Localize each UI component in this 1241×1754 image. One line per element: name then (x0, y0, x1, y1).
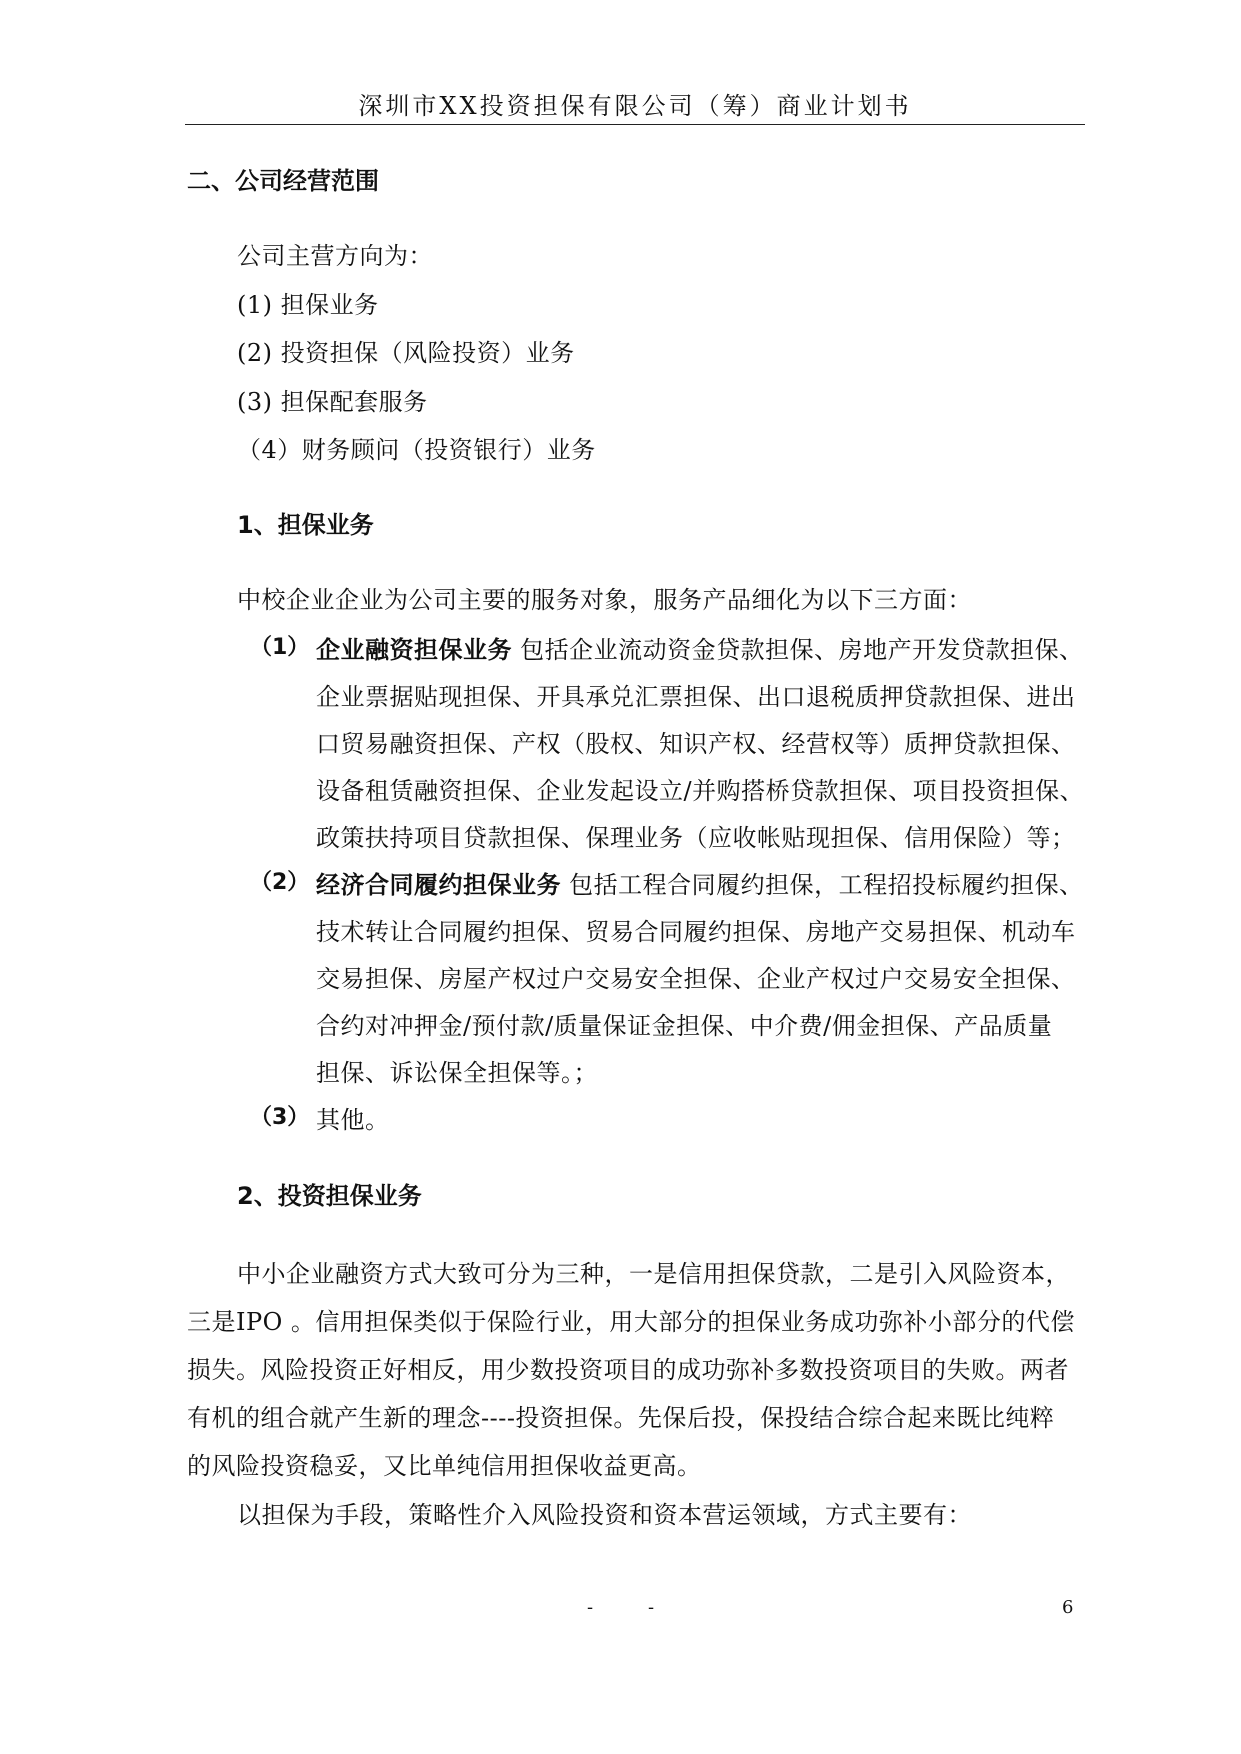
list-item-line: 其他。 (316, 1106, 390, 1134)
list-item-line: 交易担保、房屋产权过户交易安全担保、企业产权过户交易安全担保、 (316, 965, 1076, 993)
scope-item: (1) 担保业务 (237, 291, 379, 319)
paragraph-line: 三是IPO 。信用担保类似于保险行业，用大部分的担保业务成功弥补小部分的代偿 (187, 1308, 1075, 1336)
list-item-line: 政策扶持项目贷款担保、保理业务（应收帐贴现担保、信用保险）等； (316, 824, 1076, 852)
scope-item: （4）财务顾问（投资银行）业务 (237, 436, 596, 464)
list-item-line: 企业票据贴现担保、开具承兑汇票担保、出口退税质押贷款担保、进出 (316, 683, 1076, 711)
list-item-number: （3） (250, 1105, 310, 1130)
footer-dash: - (648, 1597, 655, 1618)
paragraph: 中校企业企业为公司主要的服务对象，服务产品细化为以下三方面： (237, 586, 972, 614)
paragraph: 以担保为手段，策略性介入风险投资和资本营运领域，方式主要有： (237, 1501, 972, 1529)
subsection-heading: 1、担保业务 (237, 511, 374, 539)
header-divider (185, 124, 1085, 125)
section-heading: 二、公司经营范围 (187, 167, 379, 195)
list-item-line: 口贸易融资担保、产权（股权、知识产权、经营权等）质押贷款担保、 (316, 730, 1076, 758)
list-item-line (316, 630, 1084, 665)
list-item-text: 包括企业流动资金贷款担保、房地产开发贷款担保、 (520, 636, 1084, 664)
scope-intro: 公司主营方向为： (237, 242, 433, 270)
paragraph-line: 的风险投资稳妥，又比单纯信用担保收益更高。 (187, 1452, 702, 1480)
list-item-line: 设备租赁融资担保、企业发起设立/并购搭桥贷款担保、项目投资担保、 (316, 777, 1085, 805)
footer-dash: - (587, 1597, 594, 1618)
list-item-line: 合约对冲押金/预付款/质量保证金担保、中介费/佣金担保、产品质量 (316, 1012, 1053, 1040)
page-number: 6 (1062, 1597, 1074, 1618)
list-item-line (316, 865, 1084, 900)
paragraph-line: 有机的组合就产生新的理念----投资担保。先保后投，保投结合综合起来既比纯粹 (187, 1404, 1055, 1432)
paragraph-line: 中小企业融资方式大致可分为三种，一是信用担保贷款，二是引入风险资本， (237, 1260, 1070, 1288)
list-item-number: （2） (250, 870, 310, 895)
list-item-title: 企业融资担保业务 (316, 636, 512, 664)
list-item-line: 技术转让合同履约担保、贸易合同履约担保、房地产交易担保、机动车 (316, 918, 1076, 946)
list-item-title: 经济合同履约担保业务 (316, 871, 561, 899)
subsection-heading: 2、投资担保业务 (237, 1182, 422, 1210)
scope-item: (2) 投资担保（风险投资）业务 (237, 339, 575, 367)
list-item-line: 担保、诉讼保全担保等。； (316, 1059, 598, 1087)
scope-item: (3) 担保配套服务 (237, 388, 428, 416)
running-header-title: 深圳市XX投资担保有限公司（筹）商业计划书 (358, 92, 912, 120)
list-item-number: （1） (250, 635, 310, 660)
paragraph-line: 损失。风险投资正好相反，用少数投资项目的成功弥补多数投资项目的失败。两者 (187, 1356, 1069, 1384)
list-item-text: 包括工程合同履约担保，工程招投标履约担保、 (569, 871, 1084, 899)
